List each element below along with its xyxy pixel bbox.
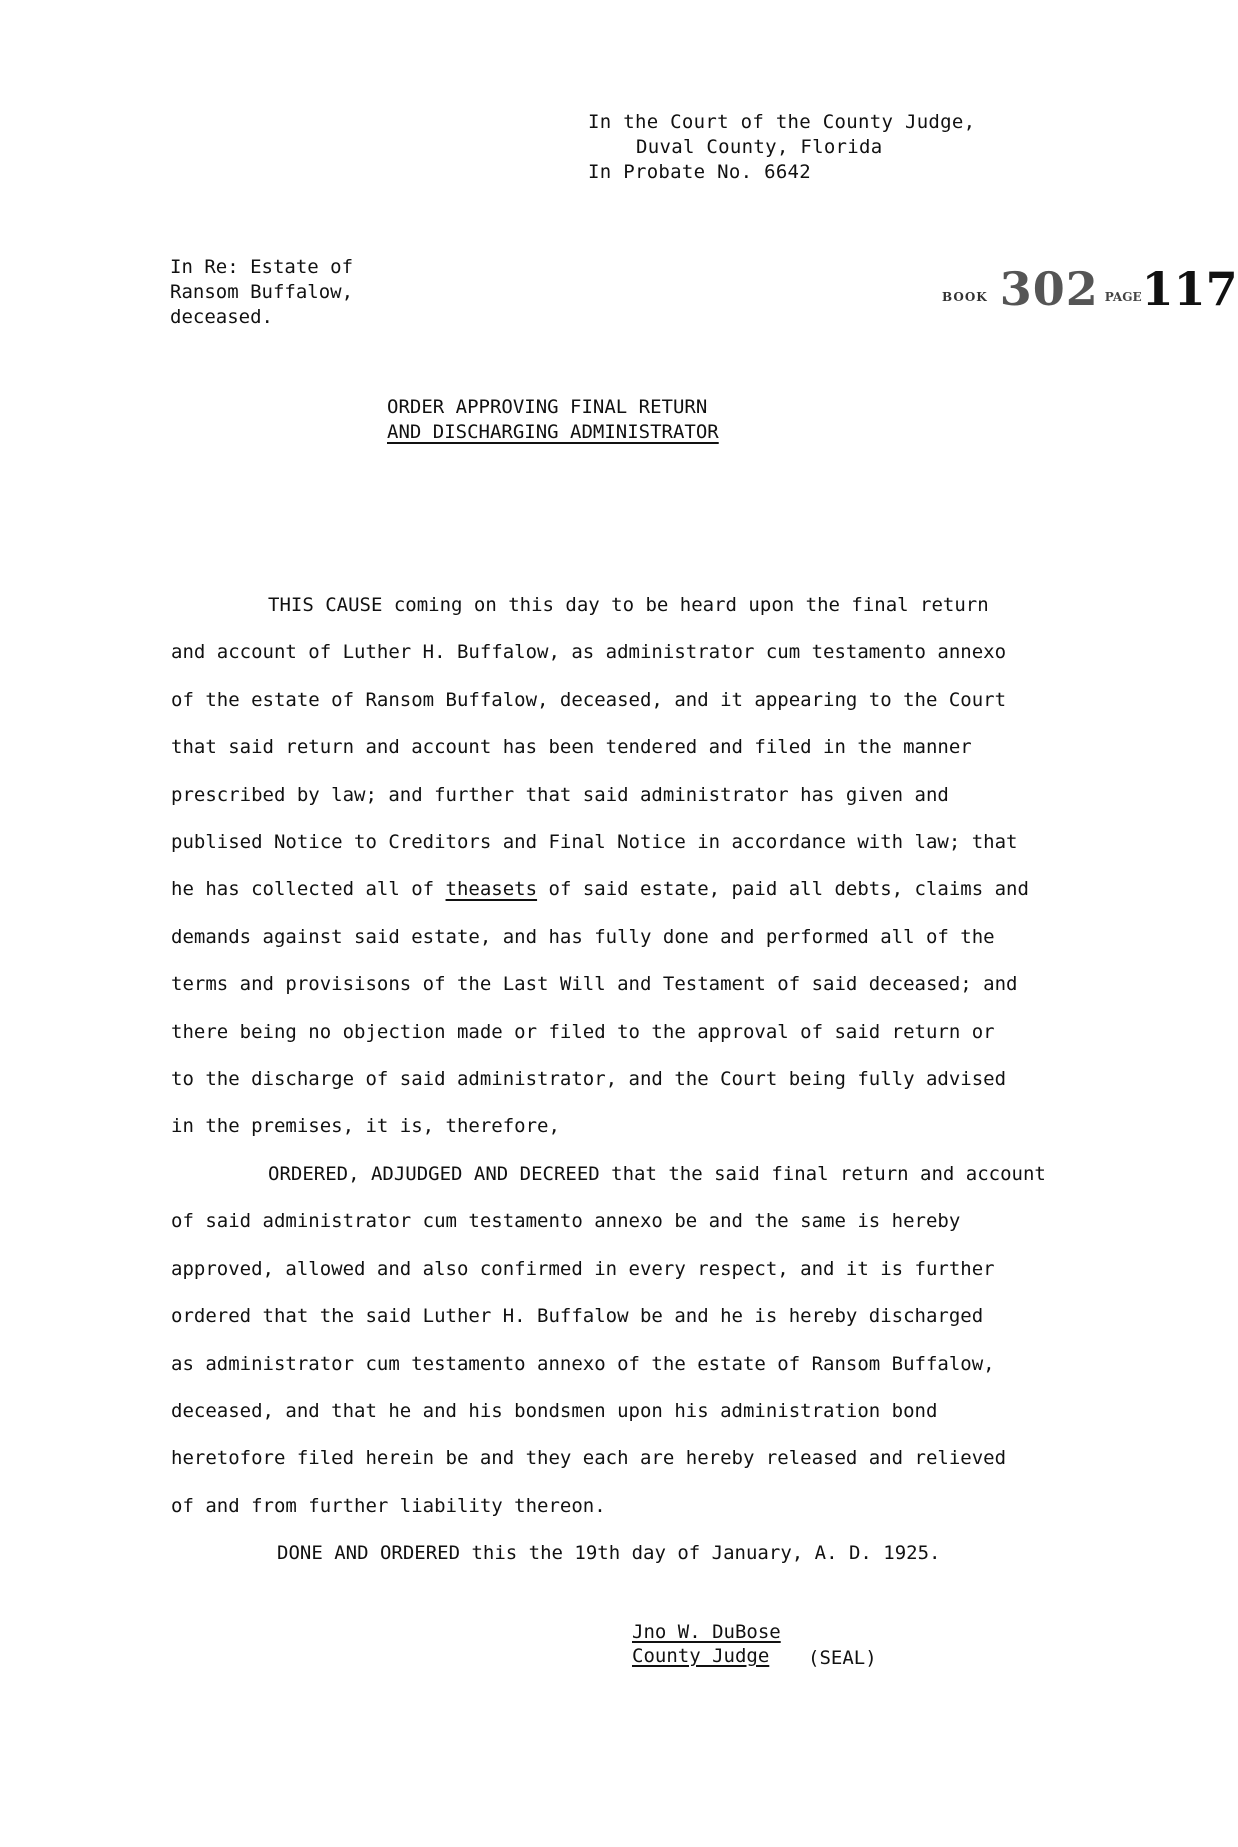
court-line-1: In the Court of the County Judge,: [588, 111, 976, 133]
body-line: prescribed by law; and further that said administrator has given and: [171, 783, 949, 806]
body-line: that said return and account has been tendered and filed in the manner: [171, 736, 972, 759]
body-line: deceased, and that he and his bondsmen upon his administration bond: [171, 1399, 938, 1422]
in-re-line-3: deceased.: [170, 306, 273, 328]
body-line: terms and provisisons of the Last Will and Testament of said deceased; and: [171, 973, 1018, 996]
court-caption: [588, 110, 975, 185]
page-number: 117: [1141, 262, 1238, 316]
body-line-part: he has collected all of: [171, 878, 446, 901]
body-line: and account of Luther H. Buffalow, as administrator cum testamento annexo: [171, 641, 1007, 664]
page-label: PAGE: [1104, 290, 1142, 304]
body-line: heretofore filed herein be and they each are hereby released and relieved: [171, 1447, 1007, 1470]
body-line: approved, allowed and also confirmed in every respect, and it is further: [171, 1257, 995, 1280]
in-re-caption: [170, 255, 353, 330]
body-line: as administrator cum testamento annexo of the estate of Ransom Buffalow,: [171, 1352, 995, 1375]
order-title-line-2: AND DISCHARGING ADMINISTRATOR: [387, 421, 719, 443]
body-line: of said administrator cum testamento annexo be and the same is hereby: [171, 1210, 961, 1233]
book-page-stamp: [942, 262, 1238, 316]
body-line: to the discharge of said administrator, and the Court being fully advised: [171, 1068, 1007, 1091]
judge-title: County Judge: [632, 1645, 770, 1667]
in-re-line-1: In Re: Estate of: [170, 256, 354, 278]
body-line: publised Notice to Creditors and Final Notice in accordance with law; that: [171, 831, 1018, 854]
body-line: of and from further liability thereon.: [171, 1494, 606, 1517]
decree-line: ORDERED, ADJUDGED AND DECREED that the said final return and account: [268, 1162, 1046, 1185]
body-line: in the premises, it is, therefore,: [171, 1115, 560, 1138]
court-line-2: Duval County, Florida: [636, 136, 883, 158]
body-line: THIS CAUSE coming on this day to be heard upon the final return: [268, 594, 989, 616]
done-and-ordered-line: DONE AND ORDERED this the 19th day of January, A. D. 1925.: [277, 1542, 941, 1565]
book-label: BOOK: [942, 290, 988, 304]
signature-block: [632, 1620, 781, 1668]
body-line: demands against said estate, and has fully done and performed all of the: [171, 925, 995, 948]
order-title-line-1: ORDER APPROVING FINAL RETURN: [387, 396, 708, 418]
book-number: 302: [999, 262, 1099, 316]
order-title: [387, 395, 719, 445]
body-line: ordered that the said Luther H. Buffalow be and he is hereby discharged: [171, 1305, 984, 1328]
body-line: of the estate of Ransom Buffalow, deceased, and it appearing to the Court: [171, 688, 1007, 711]
probate-number: In Probate No. 6642: [588, 161, 812, 183]
order-body: [171, 582, 1091, 1578]
body-line: [171, 866, 1091, 913]
body-line-part: of said estate, paid all debts, claims and: [537, 878, 1029, 901]
seal-label: (SEAL): [808, 1647, 877, 1669]
in-re-line-2: Ransom Buffalow,: [170, 281, 354, 303]
body-line: there being no objection made or filed to the approval of said return or: [171, 1020, 995, 1043]
judge-name: Jno W. DuBose: [632, 1621, 781, 1643]
underlined-word: theasets: [445, 878, 538, 901]
